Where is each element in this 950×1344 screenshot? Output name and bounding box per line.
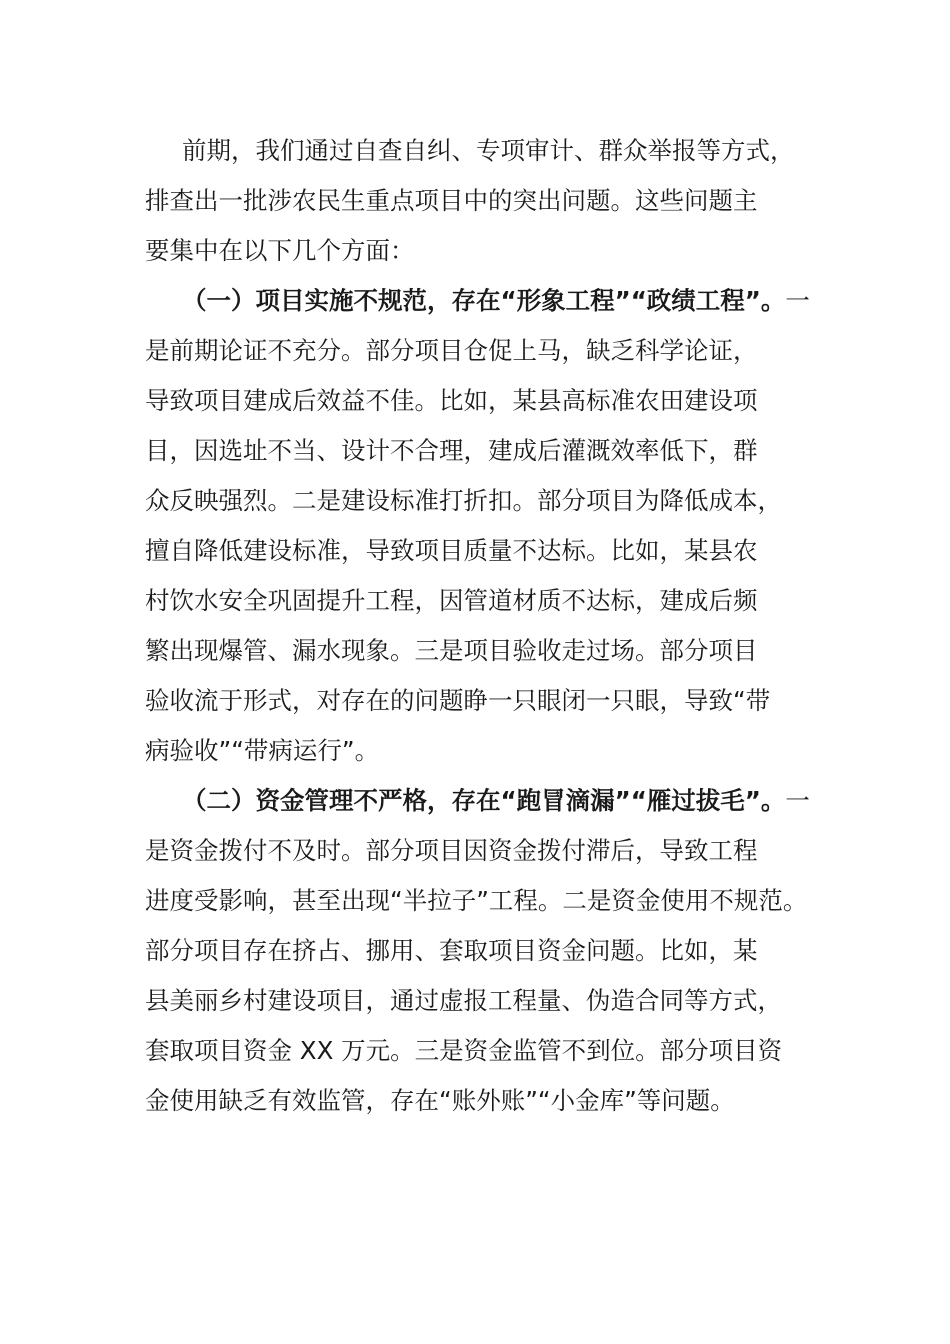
paragraph-one-first-line xyxy=(182,286,810,316)
paragraph-two-line-2: 是资金拨付不及时。部分项目因资金拨付滞后，导致工程 xyxy=(145,836,758,865)
intro-line-1: 前期，我们通过自查自纠、专项审计、群众举报等方式， xyxy=(182,136,795,165)
paragraph-one-line-3: 导致项目建成后效益不佳。比如，某县高标准农田建设项 xyxy=(145,386,758,415)
paragraph-two-line-4: 部分项目存在挤占、挪用、套取项目资金问题。比如，某 xyxy=(145,936,758,965)
paragraph-one-line-8: 繁出现爆管、漏水现象。三是项目验收走过场。部分项目 xyxy=(145,636,758,665)
intro-line-2: 排查出一批涉农民生重点项目中的突出问题。这些问题主 xyxy=(145,186,758,215)
paragraph-one-line-4: 目，因选址不当、设计不合理，建成后灌溉效率低下，群 xyxy=(145,436,758,465)
paragraph-two-heading: （二）资金管理不严格，存在“跑冒滴漏”“雁过拔毛”。 xyxy=(182,786,786,815)
paragraph-one-line-9: 验收流于形式，对存在的问题睁一只眼闭一只眼，导致“带 xyxy=(145,686,771,715)
paragraph-one-first-line-tail: 一 xyxy=(785,286,810,315)
intro-line-3: 要集中在以下几个方面： xyxy=(145,236,415,265)
paragraph-one-line-2: 是前期论证不充分。部分项目仓促上马，缺乏科学论证， xyxy=(145,336,758,365)
paragraph-one-line-5: 众反映强烈。二是建设标准打折扣。部分项目为降低成本， xyxy=(145,486,782,515)
paragraph-two-line-7: 金使用缺乏有效监管，存在“账外账”“小金库”等问题。 xyxy=(145,1086,735,1115)
paragraph-two-first-line-tail: 一 xyxy=(785,786,810,815)
paragraph-two-line-3: 进度受影响，甚至出现“半拉子”工程。二是资金使用不规范。 xyxy=(145,886,808,915)
paragraph-one-line-6: 擅自降低建设标准，导致项目质量不达标。比如，某县农 xyxy=(145,536,758,565)
paragraph-one-heading: （一）项目实施不规范，存在“形象工程”“政绩工程”。 xyxy=(182,286,786,315)
paragraph-two-line-5: 县美丽乡村建设项目，通过虚报工程量、伪造合同等方式， xyxy=(145,986,782,1015)
paragraph-one-line-7: 村饮水安全巩固提升工程，因管道材质不达标，建成后频 xyxy=(145,586,758,615)
paragraph-one-line-10: 病验收”“带病运行”。 xyxy=(145,736,380,765)
paragraph-two-first-line xyxy=(182,786,810,816)
paragraph-two-line-6: 套取项目资金 XX 万元。三是资金监管不到位。部分项目资 xyxy=(145,1036,783,1065)
